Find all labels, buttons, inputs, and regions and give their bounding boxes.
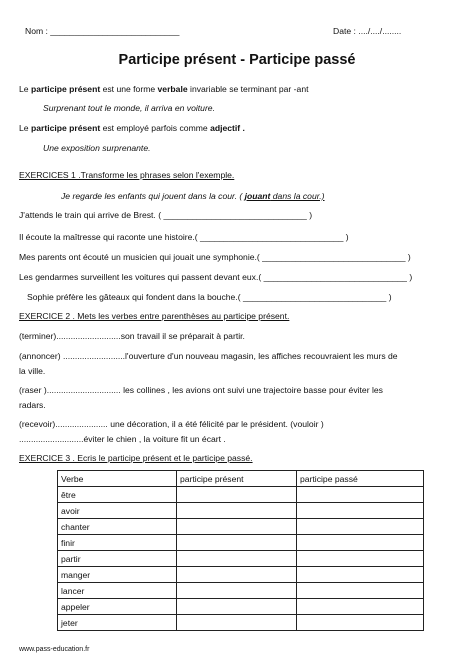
table-row — [58, 599, 424, 615]
exercise-2-line-4[interactable]: (recevoir)...................... une décoration, il a été félicité par le président. (vouloir ) — [19, 419, 324, 429]
exercise-1-item-4[interactable]: Les gendarmes surveillent les voitures qui passent devant eux.( ______________________________ ) — [19, 272, 413, 282]
participe-passe-cell[interactable] — [297, 535, 424, 551]
participe-present-cell[interactable] — [177, 487, 297, 503]
participe-present-cell[interactable] — [177, 519, 297, 535]
column-header-participe-passe: participe passé — [297, 471, 424, 487]
rule-1 — [19, 84, 309, 94]
rule-1-text-e: invariable se terminant par -ant — [187, 84, 309, 94]
participe-passe-cell[interactable] — [297, 567, 424, 583]
column-header-participe-present: participe présent — [177, 471, 297, 487]
table-row — [58, 567, 424, 583]
rule-2-adjectif: adjectif . — [210, 123, 245, 133]
exercise-1-example-c: dans la cour.) — [270, 191, 325, 201]
participe-passe-cell[interactable] — [297, 503, 424, 519]
rule-2-text-a: Le — [19, 123, 31, 133]
participe-passe-cell[interactable] — [297, 583, 424, 599]
participe-present-cell[interactable] — [177, 599, 297, 615]
exercise-1-example — [61, 191, 325, 201]
table-row — [58, 487, 424, 503]
verb-cell: lancer — [58, 583, 177, 599]
exercise-2-line-2[interactable]: (annoncer) ..........................l'ouverture d'un nouveau magasin, les affiches recouvraient les murs de — [19, 351, 398, 361]
footer-url: www.pass-education.fr — [19, 646, 90, 653]
exercise-2-line-4b[interactable]: ...........................éviter le chien , la voiture fit un écart . — [19, 434, 226, 444]
verb-cell: avoir — [58, 503, 177, 519]
exercise-2-line-1[interactable]: (terminer)...........................son travail il se préparait à partir. — [19, 331, 245, 341]
verb-cell: finir — [58, 535, 177, 551]
participe-present-cell[interactable] — [177, 567, 297, 583]
example-2: Une exposition surprenante. — [43, 143, 151, 153]
participe-present-cell[interactable] — [177, 535, 297, 551]
table-row — [58, 615, 424, 631]
verb-cell: jeter — [58, 615, 177, 631]
participe-passe-cell[interactable] — [297, 551, 424, 567]
participe-present-cell[interactable] — [177, 583, 297, 599]
verb-cell: appeler — [58, 599, 177, 615]
exercise-1-item-3[interactable]: Mes parents ont écouté un musicien qui jouait une symphonie.( ______________________________ ) — [19, 252, 411, 262]
table-row — [58, 551, 424, 567]
exercise-3-heading: EXERCICE 3 . Ecris le participe présent et le participe passé. — [19, 453, 253, 463]
rule-1-text-c: est une forme — [100, 84, 158, 94]
rule-2-term: participe présent — [30, 123, 101, 133]
name-field-label: Nom : ___________________________ — [25, 26, 180, 36]
participe-passe-cell[interactable] — [297, 599, 424, 615]
date-field-label: Date : ..../..../........ — [333, 26, 402, 36]
exercise-1-item-5[interactable]: Sophie préfère les gâteaux qui fondent dans la bouche.( ______________________________ ) — [27, 292, 392, 302]
rule-1-text-a: Le — [19, 84, 31, 94]
participe-present-cell[interactable] — [177, 551, 297, 567]
participe-present-cell[interactable] — [177, 503, 297, 519]
column-header-verbe: Verbe — [58, 471, 177, 487]
table-row — [58, 503, 424, 519]
rule-1-term: participe présent — [30, 84, 101, 94]
table-row — [58, 583, 424, 599]
table-header-row — [58, 471, 424, 487]
exercise-1-example-answer: jouant — [244, 191, 271, 201]
participe-passe-cell[interactable] — [297, 519, 424, 535]
verb-cell: partir — [58, 551, 177, 567]
exercise-2-line-3b: radars. — [19, 400, 46, 410]
participe-passe-cell[interactable] — [297, 487, 424, 503]
exercise-1-example-a: Je regarde les enfants qui jouent dans la cour. ( — [61, 191, 245, 201]
rule-2-text-c: est employé parfois comme — [100, 123, 211, 133]
verb-table — [57, 470, 424, 631]
exercise-1-item-1[interactable]: J'attends le train qui arrive de Brest. ( ______________________________ ) — [19, 210, 313, 220]
exercise-1-item-2[interactable]: Il écoute la maîtresse qui raconte une histoire.( ______________________________ ) — [19, 232, 349, 242]
participe-passe-cell[interactable] — [297, 615, 424, 631]
table-row — [58, 519, 424, 535]
verb-cell: être — [58, 487, 177, 503]
rule-2 — [19, 123, 245, 133]
exercise-1-heading: EXERCICES 1 .Transforme les phrases selon l'exemple. — [19, 170, 235, 180]
verb-cell: manger — [58, 567, 177, 583]
page-title: Participe présent - Participe passé — [118, 52, 356, 68]
rule-1-verbale: verbale — [157, 84, 188, 94]
exercise-2-heading: EXERCICE 2 . Mets les verbes entre parenthèses au participe présent. — [19, 311, 290, 321]
verb-cell: chanter — [58, 519, 177, 535]
exercise-2-line-2b: la ville. — [19, 366, 46, 376]
table-row — [58, 535, 424, 551]
participe-present-cell[interactable] — [177, 615, 297, 631]
example-1: Surprenant tout le monde, il arriva en voiture. — [43, 103, 215, 113]
exercise-2-line-3[interactable]: (raser )............................... les collines , les avions ont suivi une trajectoire basse pour éviter les — [19, 385, 383, 395]
